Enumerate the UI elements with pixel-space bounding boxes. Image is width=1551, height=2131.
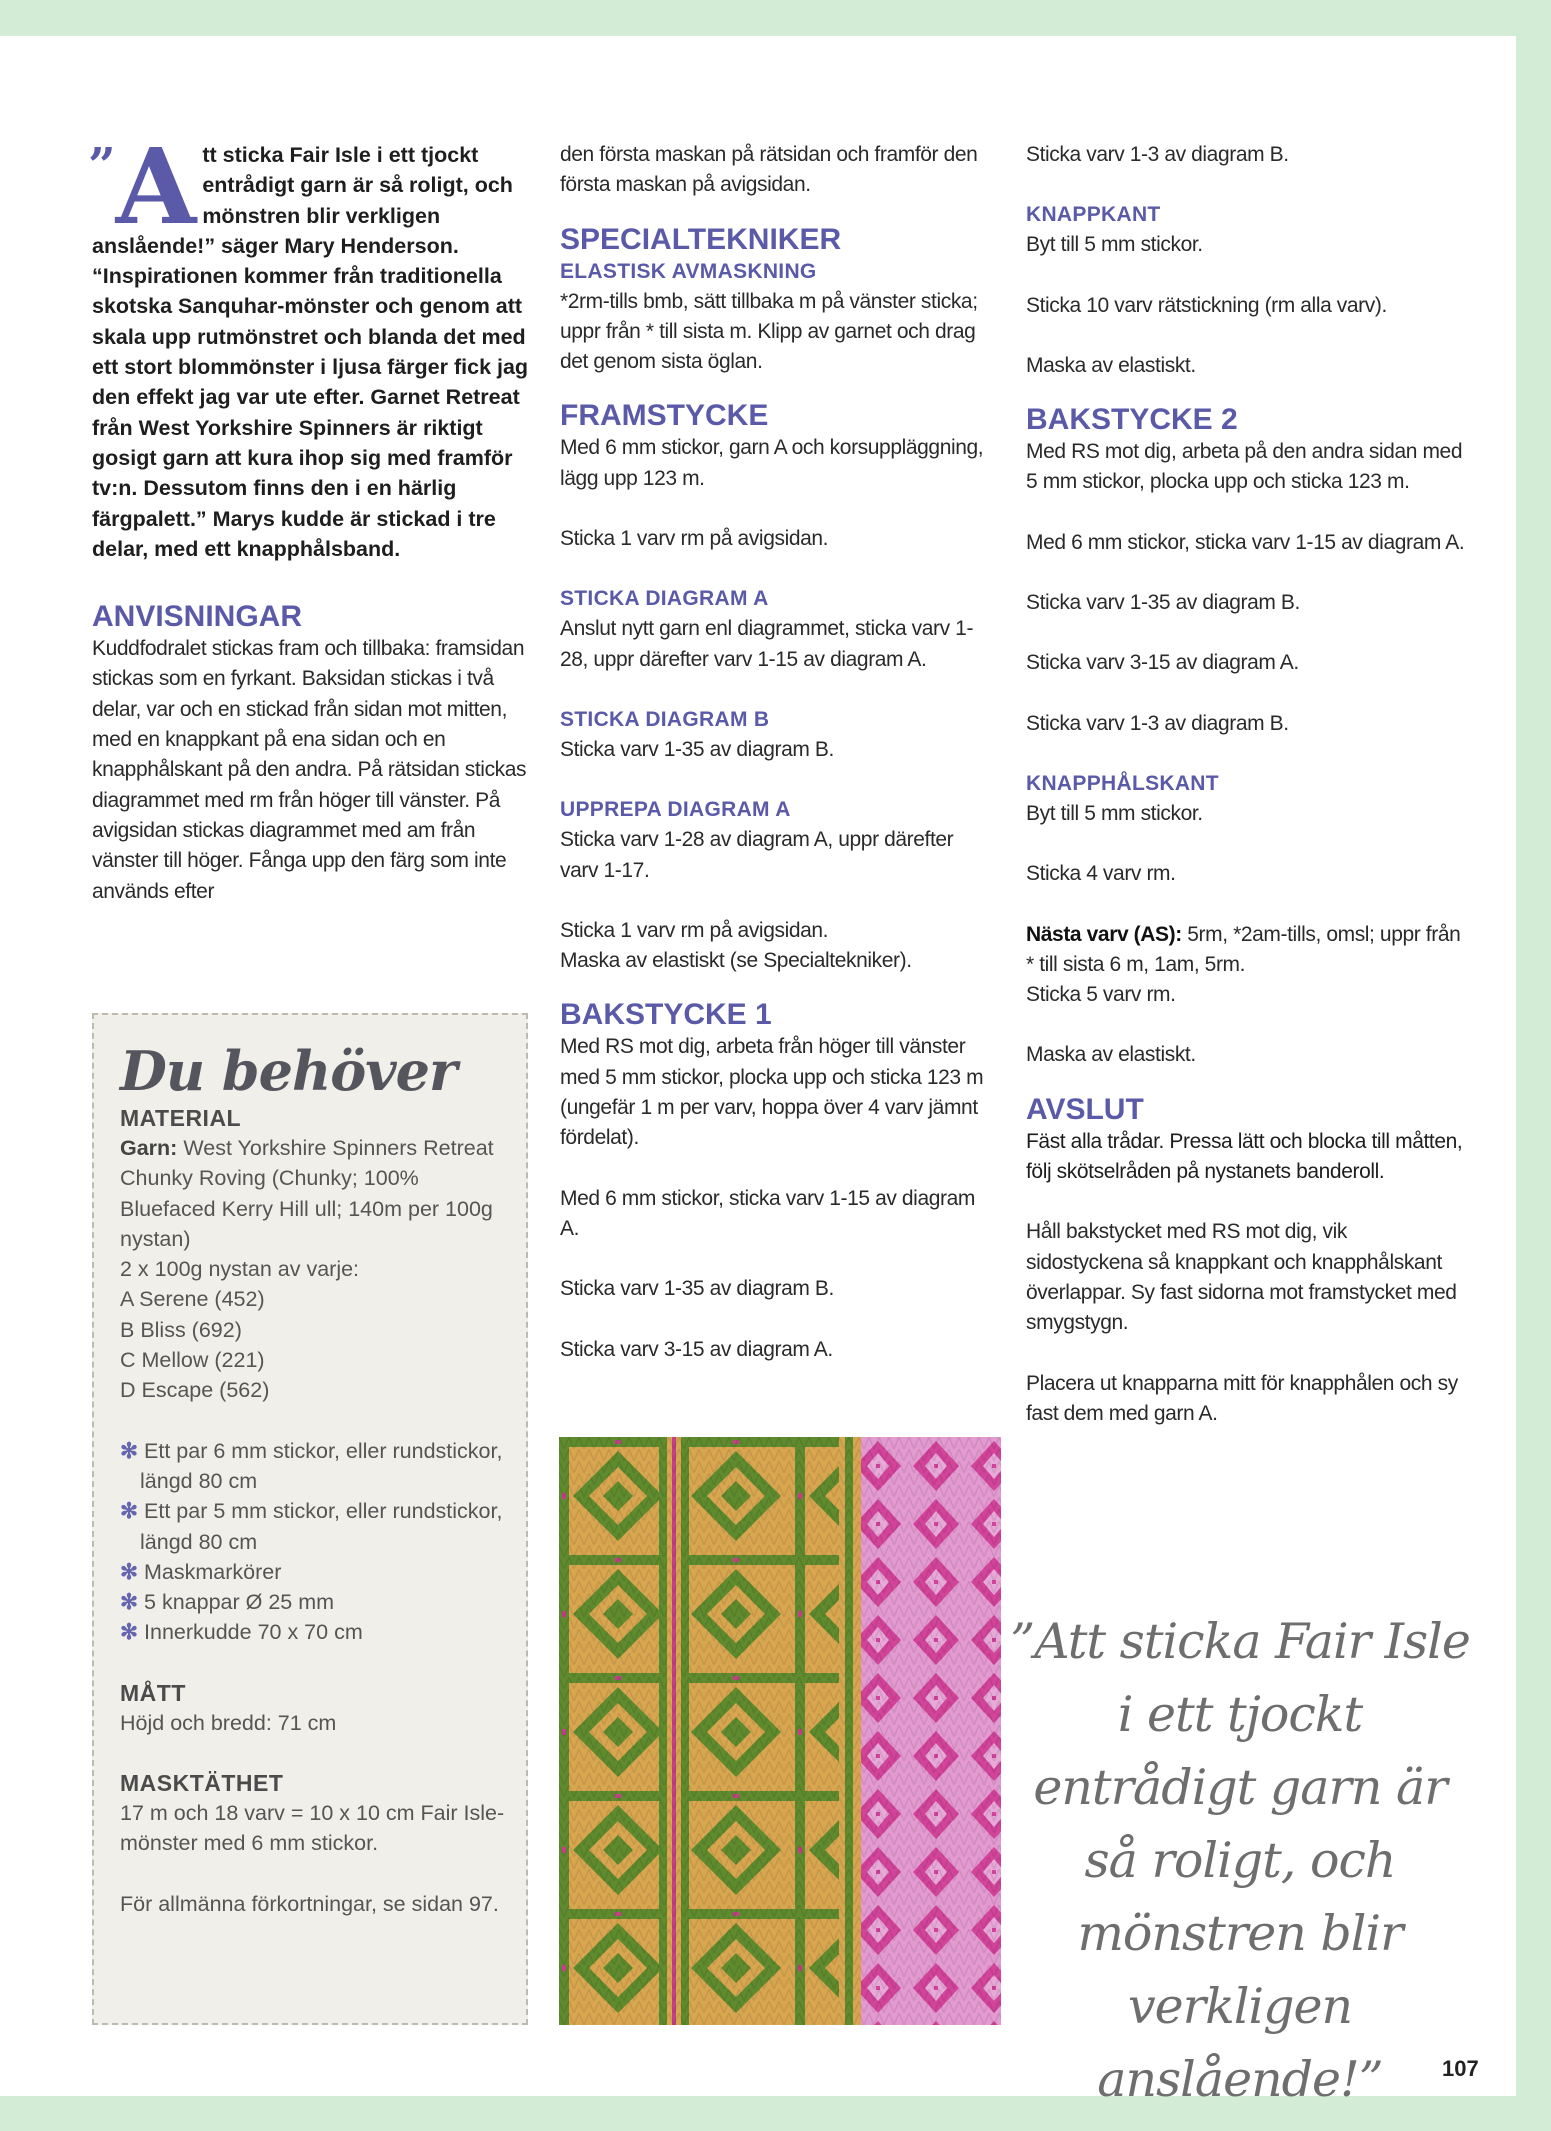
continuation-text: den första maskan på rätsidan och framför den första maskan på avigsidan. — [560, 143, 978, 197]
supply-item: ✻ Innerkudde 70 x 70 cm — [120, 1620, 363, 1645]
elastisk-text: *2rm-tills bmb, sätt tillbaka m på vänster sticka; uppr från * till sista m. Klipp av garnet och drag det genom sista öglan. — [560, 289, 978, 374]
asterisk-icon: ✻ — [120, 1499, 139, 1524]
bakstycke-1-text: Sticka varv 1-35 av diagram B. — [560, 1277, 834, 1301]
color-item: D Escape (562) — [120, 1378, 270, 1403]
bakstycke-2-text: Med 6 mm stickor, sticka varv 1-15 av diagram A. — [1026, 530, 1465, 554]
supply-item: ✻ Ett par 6 mm stickor, eller rundstickor, längd 80 cm — [120, 1438, 503, 1493]
supply-item: ✻ Ett par 5 mm stickor, eller rundstickor, längd 80 cm — [120, 1499, 503, 1554]
knapphalskant-heading: KNAPPHÅLSKANT — [1026, 771, 1219, 795]
asterisk-icon: ✻ — [120, 1620, 139, 1645]
upprepa-text: Sticka varv 1-28 av diagram A, uppr därefter varv 1-17. — [560, 828, 954, 882]
material-heading: MATERIAL — [120, 1105, 242, 1131]
diagram-b-text: Sticka varv 1-35 av diagram B. — [560, 737, 834, 761]
bakstycke-1-text: Sticka varv 3-15 av diagram A. — [560, 1337, 833, 1361]
pull-quote: ”Att sticka Fair Isle i ett tjockt entrådigt garn är så roligt, och mönstren blir verkligen anslående!” — [1010, 1613, 1470, 2108]
elastisk-heading: ELASTISK AVMASKNING — [560, 259, 817, 283]
avslut-text: Placera ut knapparna mitt för knapphålen och sy fast dem med garn A. — [1026, 1371, 1458, 1425]
drop-cap: ”A — [88, 125, 197, 248]
supply-item: ✻ 5 knappar Ø 25 mm — [120, 1590, 335, 1615]
framstycke-heading: FRAMSTYCKE — [560, 399, 769, 433]
avslut-heading: AVSLUT — [1026, 1092, 1144, 1126]
anvisningar-text: Kuddfodralet stickas fram och tillbaka: framsidan stickas som en fyrkant. Baksidan stickas i två delar, var och en stickad från sidan mot mitten, med en knappkant på ena sidan och en knapphålskant på den andra. På rätsidan stickas diagrammet med rm från höger till vänster. På avigsidan stickas diagrammet med am från vänster till höger. Fånga upp den färg som inte används efter — [92, 637, 527, 903]
special-heading: SPECIALTEKNIKER — [560, 222, 842, 256]
asterisk-icon: ✻ — [120, 1590, 139, 1615]
knitting-photo — [559, 1437, 1001, 2025]
intro-paragraph — [88, 125, 532, 564]
nasta-varv-text: Sticka 5 varv rm. — [1026, 983, 1176, 1007]
color-item: C Mellow (221) — [120, 1348, 265, 1373]
color-item: A Serene (452) — [120, 1287, 265, 1312]
abbreviations-note: För allmänna förkortningar, se sidan 97. — [120, 1891, 499, 1916]
bakstycke-1-text: Med 6 mm stickor, sticka varv 1-15 av diagram A. — [560, 1186, 975, 1240]
diagram-a-heading: STICKA DIAGRAM A — [560, 587, 769, 611]
yarn-amount: 2 x 100g nystan av varje: — [120, 1257, 360, 1282]
bakstycke-1-heading: BAKSTYCKE 1 — [560, 998, 772, 1032]
framstycke-text: Med 6 mm stickor, garn A och korsuppläggning, lägg upp 123 m. — [560, 436, 984, 490]
diagram-a-text: Anslut nytt garn enl diagrammet, sticka varv 1-28, uppr därefter varv 1-15 av diagram A. — [560, 617, 974, 671]
asterisk-icon: ✻ — [120, 1438, 139, 1463]
matt-heading: MÅTT — [120, 1679, 186, 1706]
bakstycke-2-text: Sticka varv 1-35 av diagram B. — [1026, 591, 1300, 615]
garn-text: Garn: West Yorkshire Spinners Retreat Chunky Roving (Chunky; 100% Bluefaced Kerry Hill ull; 140m per 100g nystan) — [120, 1136, 494, 1251]
intro-text: tt sticka Fair Isle i ett tjockt entrådigt garn är så roligt, och mönstren blir verkligen anslående!” säger Mary Henderson. “Inspirationen kommer från traditionella skotska Sanquhar-mönster och genom att skala upp rutmönstret och blanda det med ett stort blommönster i ljusa färger fick jag den effekt jag var ute efter. Garnet Retreat från West Yorkshire Spinners är riktigt gosigt garn att kura ihop sig med framför tv:n. Dessutom finns den i en härlig färgpalett.” Marys kudde är stickad i tre delar, med ett knapphålsband. — [92, 143, 529, 561]
nasta-varv-text: Nästa varv (AS): 5rm, *2am-tills, omsl; uppr från * till sista 6 m, 1am, 5rm. — [1026, 922, 1461, 976]
page-number: 107 — [1442, 2056, 1479, 2081]
col3-text: Sticka varv 1-3 av diagram B. — [1026, 143, 1289, 166]
bakstycke-2-heading: BAKSTYCKE 2 — [1026, 403, 1238, 437]
asterisk-icon: ✻ — [120, 1559, 139, 1584]
matt-text: Höjd och bredd: 71 cm — [120, 1710, 337, 1735]
masktathet-heading: MASKTÄTHET — [120, 1770, 284, 1797]
bakstycke-2-text: Med RS mot dig, arbeta på den andra sidan med 5 mm stickor, plocka upp och sticka 123 m. — [1026, 440, 1463, 494]
bakstycke-2-text: Sticka varv 3-15 av diagram A. — [1026, 651, 1299, 675]
knappkant-text: Sticka 10 varv rätstickning (rm alla varv). — [1026, 293, 1387, 317]
avslut-text: Fäst alla trådar. Pressa lätt och blocka till måtten, följ skötselråden på nystanets banderoll. — [1026, 1129, 1463, 1184]
knappkant-text: Maska av elastiskt. — [1026, 353, 1196, 377]
box-title: Du behöver — [120, 1039, 457, 1103]
materials-box — [92, 1013, 528, 2025]
diagram-b-heading: STICKA DIAGRAM B — [560, 707, 770, 731]
color-item: B Bliss (692) — [120, 1317, 242, 1342]
knapphalskant-text: Maska av elastiskt. — [1026, 1043, 1196, 1067]
knapphalskant-text: Sticka 4 varv rm. — [1026, 862, 1176, 886]
bakstycke-2-text: Sticka varv 1-3 av diagram B. — [1026, 711, 1289, 735]
upprepa-text: Sticka 1 varv rm på avigsidan. — [560, 918, 829, 942]
column-2 — [560, 140, 990, 1365]
knappkant-text: Byt till 5 mm stickor. — [1026, 233, 1203, 257]
masktathet-text: 17 m och 18 varv = 10 x 10 cm Fair Isle-mönster med 6 mm stickor. — [120, 1801, 505, 1856]
upprepa-text: Maska av elastiskt (se Specialtekniker). — [560, 949, 912, 973]
knappkant-heading: KNAPPKANT — [1026, 203, 1161, 227]
column-1 — [88, 125, 532, 907]
column-3 — [1026, 140, 1466, 1429]
anvisningar-heading: ANVISNINGAR — [92, 600, 303, 634]
supply-item: ✻ Maskmarkörer — [120, 1559, 282, 1584]
avslut-text: Håll bakstycket med RS mot dig, vik sidostyckena så knappkant och knapphålskant överlappar. Sy fast sidorna mot framstycket med smygstygn. — [1026, 1220, 1457, 1335]
bakstycke-1-text: Med RS mot dig, arbeta från höger till vänster med 5 mm stickor, plocka upp och sticka 123 m (ungefär 1 m per varv, hoppa över 4 varv jämnt fördelat). — [560, 1035, 984, 1150]
knitted-fabric-image — [559, 1437, 1001, 2025]
framstycke-text: Sticka 1 varv rm på avigsidan. — [560, 527, 829, 551]
upprepa-heading: UPPREPA DIAGRAM A — [560, 798, 791, 822]
knapphalskant-text: Byt till 5 mm stickor. — [1026, 801, 1203, 825]
